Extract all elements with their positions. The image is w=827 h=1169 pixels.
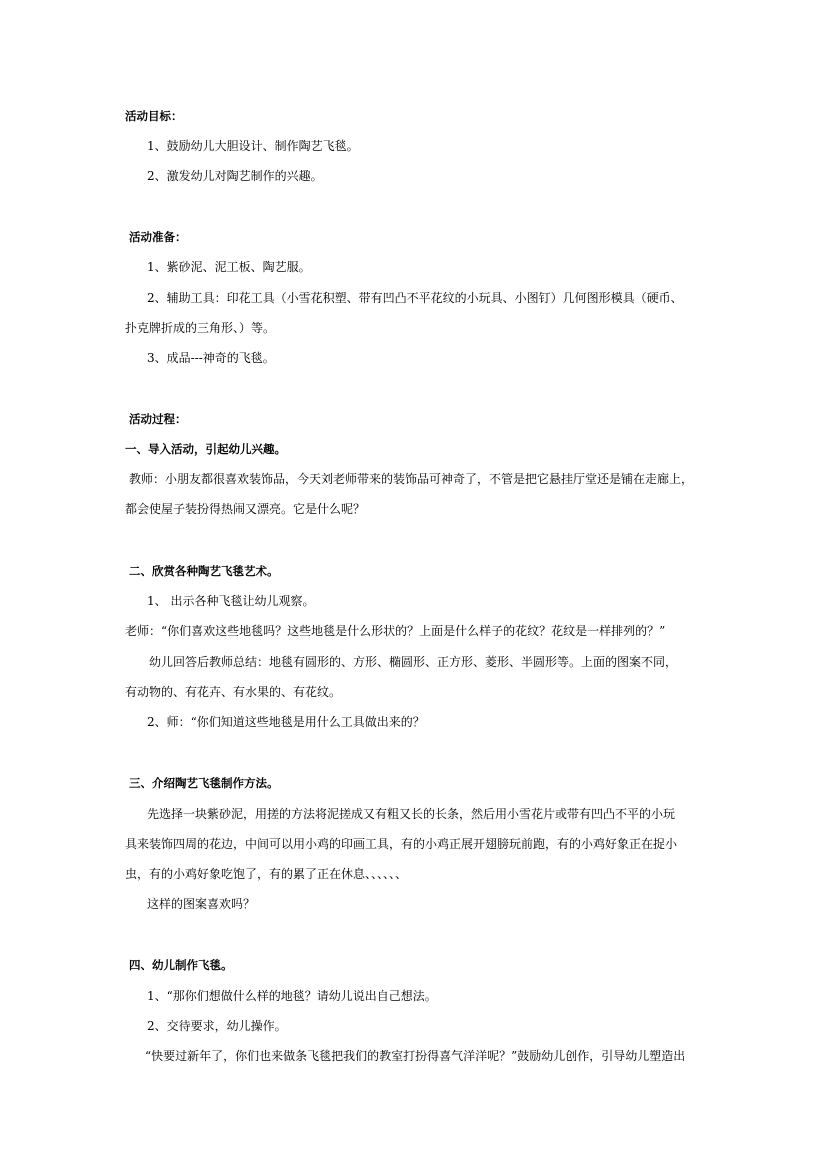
section-2-line-1: 1、 出示各种飞毯让幼儿观察。	[147, 594, 315, 608]
section-1-line-2: 都会使屋子装扮得热闹又漂亮。它是什么呢？	[125, 502, 366, 516]
goals-heading: 活动目标：	[125, 109, 183, 123]
section-3-line-4: 这样的图案喜欢吗？	[147, 897, 256, 911]
section-2-title: 二、欣赏各种陶艺飞毯艺术。	[129, 564, 279, 578]
section-3-title: 三、介绍陶艺飞毯制作方法。	[129, 776, 279, 790]
section-4-line-3: “快要过新年了，你们也来做条飞毯把我们的教室打扮得喜气洋洋呢？”鼓励幼儿创作，引导幼儿塑造出	[145, 1049, 686, 1063]
section-2-line-4: 有动物的、有花卉、有水果的、有花纹。	[125, 685, 342, 699]
section-3-line-2: 具来装饰四周的花边，中间可以用小鸡的印画工具，有的小鸡正展开翅膀玩前跑，有的小鸡好象正在捉小	[125, 837, 678, 851]
section-2-line-5: 2、师：“你们知道这些地毯是用什么工具做出来的？	[147, 715, 425, 729]
prep-item-1: 1、紫砂泥、泥工板、陶艺服。	[147, 260, 311, 274]
goals-item-1: 1、鼓励幼儿大胆设计、制作陶艺飞毯。	[147, 139, 359, 153]
section-4-title: 四、幼儿制作飞毯。	[129, 958, 233, 972]
section-3-line-1: 先选择一块紫砂泥，用搓的方法将泥搓成又有粗又长的长条，然后用小雪花片或带有凹凸不平的小玩	[147, 807, 676, 821]
process-heading: 活动过程：	[129, 412, 187, 426]
prep-item-2-cont: 扑克牌折成的三角形、）等。	[125, 321, 276, 335]
section-4-line-2: 2、交待要求，幼儿操作。	[147, 1019, 287, 1033]
goals-item-2: 2、激发幼儿对陶艺制作的兴趣。	[147, 169, 323, 183]
section-1-line-1: 教师：小朋友都很喜欢装饰品，今天刘老师带来的装饰品可神奇了，不管是把它悬挂厅堂还是铺在走廊上，	[129, 472, 694, 486]
section-3-line-3: 虫，有的小鸡好象吃饱了，有的累了正在休息、、、、、、	[125, 867, 408, 881]
prep-heading: 活动准备：	[129, 230, 187, 244]
section-2-line-3: 幼儿回答后教师总结：地毯有圆形的、方形、椭圆形、正方形、菱形、半圆形等。上面的图案不同，	[149, 655, 678, 669]
section-4-line-1: 1、“那你们想做什么样的地毯？请幼儿说出自己想法。	[147, 989, 437, 1003]
section-1-title: 一、导入活动，引起幼儿兴趣。	[125, 442, 286, 456]
section-2-line-2: 老师：“你们喜欢这些地毯吗？这些地毯是什么形状的？上面是什么样子的花纹？花纹是一样排列的？”	[125, 624, 666, 638]
prep-item-2: 2、辅助工具：印花工具（小雪花积塑、带有凹凸不平花纹的小玩具、小图钉）几何图形模具（硬币、	[147, 291, 683, 305]
prep-item-3: 3、成品---神奇的飞毯。	[147, 351, 275, 365]
